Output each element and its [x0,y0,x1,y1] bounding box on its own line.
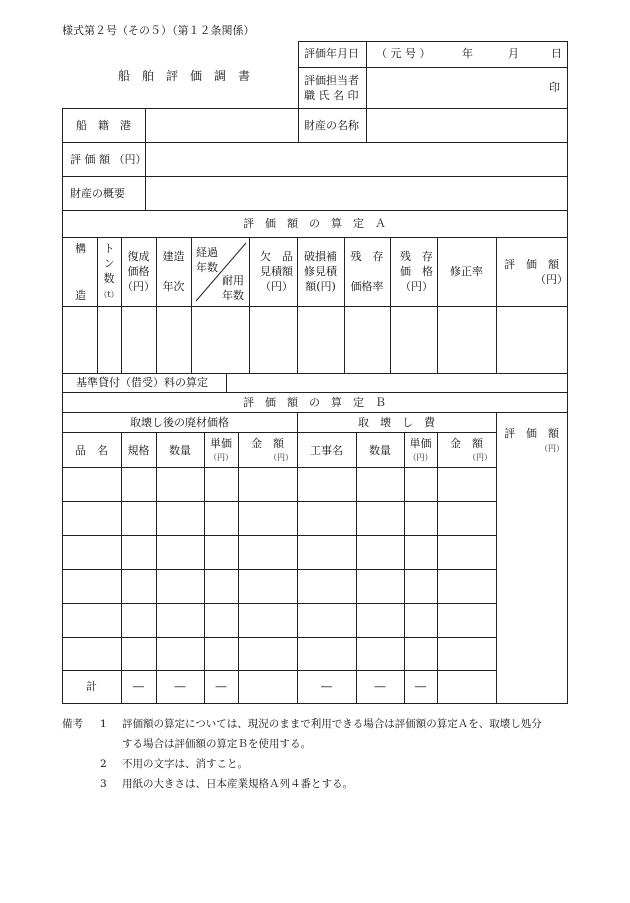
col-build-3: 年次 [162,280,185,293]
note-row [62,774,582,794]
total-dash-qty-demolition: ― [374,680,386,693]
col-useful-1: 耐用 [222,274,244,287]
col-structure-top: 構 [75,242,86,255]
col-unit-price-scrap: 単価 [210,437,232,450]
day-label: 日 [551,47,562,60]
col-repair-1: 破損補 [304,250,337,263]
col-residual-value-1: 残 存 [400,250,433,263]
col-work: 工事名 [310,444,343,457]
month-label: 月 [508,47,519,60]
note-row [62,754,582,774]
note-number: 1 [100,718,107,730]
era-label: （ 元 号 ） [376,47,431,60]
total-dash-unit-price: ― [215,680,227,693]
col-eval-amount-b: 評 価 額 [504,427,559,440]
col-eval-unit-b: （円） [540,444,564,453]
document-title: 船 舶 評 価 調 書 [118,69,251,83]
col-spec: 規格 [127,444,150,457]
col-structure-bottom: 造 [75,289,86,302]
col-recon-1: 復成 [127,250,150,263]
note-row [62,714,582,734]
col-correction: 修正率 [450,265,483,278]
col-missing-2: 見積額 [260,265,293,278]
col-missing-1: 欠 品 [260,250,293,263]
property-name-label: 財産の名称 [304,119,359,132]
col-residual-rate-1: 残 存 [350,250,384,263]
section-a-title: 評 価 額 の 算 定 Ａ [243,217,386,230]
col-ton-3: 数 [103,272,115,285]
col-amount-scrap: 金 額 [251,437,284,450]
note-number: 2 [100,758,107,770]
col-useful-2: 年数 [222,289,244,302]
notes-label: 備考 [62,718,83,730]
col-eval-unit-a: （円） [535,273,568,286]
col-item: 品 名 [75,444,108,457]
home-port-label: 船 籍 港 [76,119,131,132]
note-number: 3 [100,778,107,790]
col-elapsed-1: 経過 [196,246,218,259]
col-repair-3: 額(円) [305,280,336,293]
col-repair-2: 修見積 [304,265,337,278]
col-missing-3: （円） [260,280,293,293]
col-build-1: 建造 [162,250,185,263]
seal-mark: 印 [549,81,560,94]
section-b-title: 評 価 額 の 算 定 Ｂ [243,396,386,409]
year-label: 年 [462,47,473,60]
demolition-group-header: 取 壊 し 費 [358,416,435,429]
col-amount-demolition-unit: （円） [468,453,492,462]
col-residual-value-3: （円） [400,280,433,293]
col-eval-amount-a: 評 価 額 [504,258,559,271]
note-row [62,734,582,754]
evaluator-label-1: 評価担当者 [304,74,359,87]
col-ton-1: ト [103,242,115,255]
col-amount-demolition: 金 額 [450,437,483,450]
scrap-group-header: 取壊し後の廃材価格 [130,416,229,429]
total-dash-spec: ― [133,680,144,693]
total-dash-unit-price-demolition: ― [415,680,426,693]
col-unit-price-demolition-unit: （円） [408,453,433,462]
note-text: する場合は評価額の算定Ｂを使用する。 [122,738,311,750]
note-text: 用紙の大きさは、日本産業規格Ａ列４番とする。 [122,778,353,790]
note-number [100,734,122,754]
col-amount-scrap-unit: （円） [269,453,293,462]
rent-label: 基準貸付（借受）料の算定 [76,376,208,389]
col-residual-value-2: 価 格 [400,265,433,278]
note-text: 評価額の算定については、現況のままで利用できる場合は評価額の算定Ａを、取壊し処分 [122,718,542,730]
property-overview-label: 財産の概要 [70,187,125,200]
col-ton-unit: （t） [99,290,119,299]
note-text: 不用の文字は、消すこと。 [122,758,248,770]
col-qty-demolition: 数量 [369,444,391,457]
col-unit-price-demolition: 単価 [409,437,432,450]
col-recon-2: 価格 [127,265,150,278]
col-qty-scrap: 数量 [169,444,191,457]
eval-amount-label: 評 価 額 （円） [70,153,147,166]
col-unit-price-scrap-unit: （円） [209,453,233,462]
col-elapsed-2: 年数 [196,261,218,274]
notes [62,714,582,794]
eval-date-label: 評価年月日 [304,47,359,60]
evaluator-label-2: 職 氏 名 印 [304,89,359,102]
col-ton-2: ン [103,257,115,270]
col-recon-3: （円） [122,280,155,293]
total-label: 計 [86,680,97,693]
total-dash-work: ― [321,680,332,693]
total-dash-qty: ― [174,680,186,693]
form-id: 様式第２号（その５）（第１２条関係） [62,24,255,37]
col-residual-rate-3: 価格率 [350,280,384,293]
